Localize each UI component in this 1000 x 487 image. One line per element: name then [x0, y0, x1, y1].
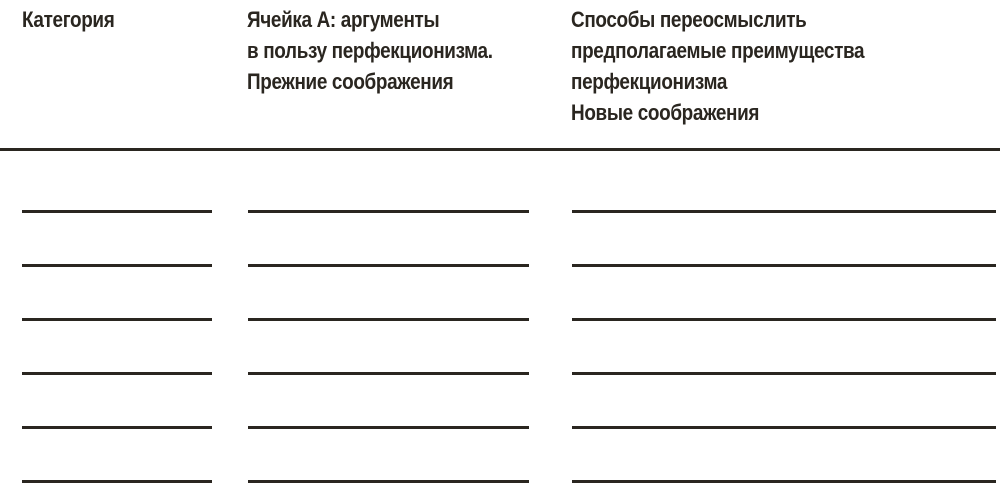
blank-line-category	[22, 318, 212, 321]
blank-line-new-views	[572, 372, 996, 375]
blank-line-category	[22, 210, 212, 213]
header-divider	[0, 148, 1000, 151]
header-new-views	[571, 4, 864, 128]
header-new-views-line: перфекционизма	[571, 69, 728, 94]
blank-line-cell-a	[248, 426, 529, 429]
header-cell-a	[247, 4, 493, 97]
header-cell-a-line: Прежние соображения	[247, 69, 454, 94]
blank-line-new-views	[572, 210, 996, 213]
blank-line-new-views	[572, 318, 996, 321]
header-cell-a-line: Ячейка А: аргументы	[247, 7, 440, 32]
blank-line-cell-a	[248, 318, 529, 321]
header-new-views-line: Способы переосмыслить	[571, 7, 807, 32]
header-new-views-line: предполагаемые преимущества	[571, 38, 865, 63]
blank-line-category	[22, 264, 212, 267]
blank-line-cell-a	[248, 264, 529, 267]
header-new-views-line: Новые соображения	[571, 100, 760, 125]
blank-line-new-views	[572, 480, 996, 483]
blank-line-category	[22, 480, 212, 483]
header-cell-a-line: в пользу перфекционизма.	[247, 38, 493, 63]
header-category	[22, 4, 114, 35]
blank-line-category	[22, 426, 212, 429]
header-category-line: Категория	[22, 7, 115, 32]
blank-line-new-views	[572, 426, 996, 429]
blank-line-new-views	[572, 264, 996, 267]
blank-line-cell-a	[248, 480, 529, 483]
blank-line-category	[22, 372, 212, 375]
blank-line-cell-a	[248, 372, 529, 375]
blank-line-cell-a	[248, 210, 529, 213]
